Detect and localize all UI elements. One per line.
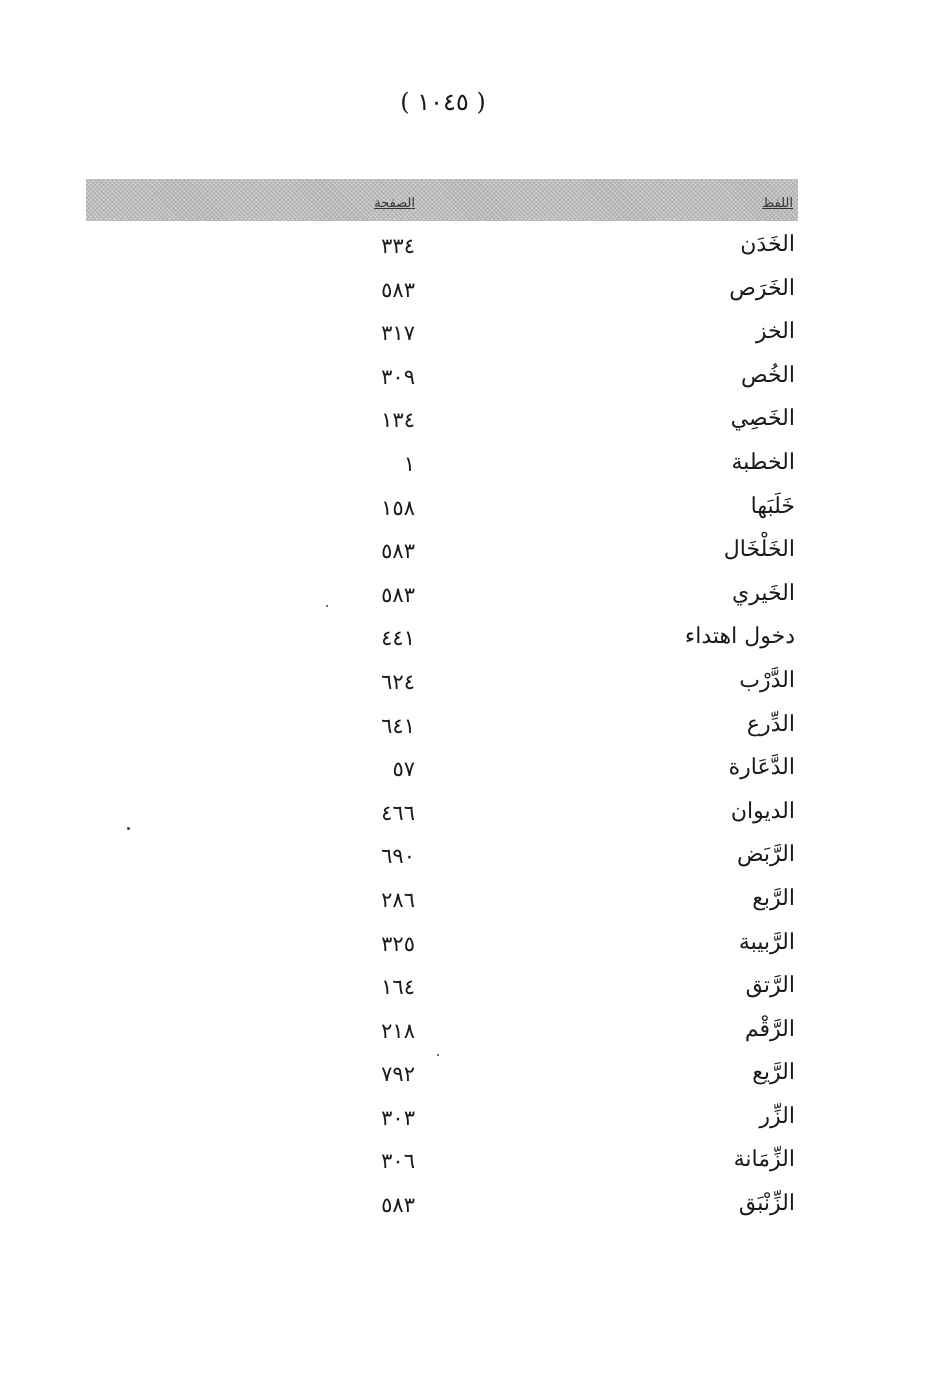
index-table — [0, 228, 943, 1231]
entry-page: ٦٤١ — [381, 713, 415, 738]
entry-term: الزِّمَانة — [733, 1147, 795, 1173]
entry-page: ٥٨٣ — [381, 539, 415, 564]
entry-term: الخَلْخَال — [723, 537, 795, 563]
entry-page: ١٥٨ — [381, 495, 415, 520]
entry-page: ٦٢٤ — [381, 669, 415, 694]
table-row — [0, 838, 943, 882]
entry-term: الدَّعَارة — [728, 755, 795, 781]
entry-term: الرَّبيبة — [738, 929, 795, 955]
entry-term: الخَرَص — [729, 275, 795, 301]
table-row — [0, 1013, 943, 1057]
entry-page: ٤٦٦ — [381, 800, 415, 825]
entry-page: ٢٨٦ — [381, 887, 415, 912]
entry-term: الخُص — [741, 362, 795, 388]
entry-page: ٣٠٩ — [381, 364, 415, 389]
entry-term: الزِّر — [759, 1103, 795, 1129]
entry-term: الخَيري — [731, 580, 795, 606]
table-row — [0, 490, 943, 534]
entry-page: ٣٢٥ — [381, 931, 415, 956]
table-row — [0, 533, 943, 577]
table-row — [0, 620, 943, 664]
scan-speck — [127, 827, 130, 830]
entry-term: الرَّتق — [745, 973, 795, 999]
entry-term: الدَّرْب — [739, 667, 795, 693]
table-row — [0, 664, 943, 708]
table-row — [0, 926, 943, 970]
entry-page: ٥٨٣ — [381, 1193, 415, 1218]
scan-speck — [437, 1054, 439, 1056]
entry-term: الزِّنْبَق — [738, 1191, 795, 1217]
table-row — [0, 882, 943, 926]
entry-page: ٥٧ — [392, 757, 415, 782]
table-row — [0, 1187, 943, 1231]
table-row — [0, 577, 943, 621]
entry-page: ٣١٧ — [381, 321, 415, 346]
entry-term: الرَّبع — [752, 885, 795, 911]
table-row — [0, 359, 943, 403]
header-word-label: اللفظ — [762, 196, 793, 211]
entry-page: ٥٨٣ — [381, 277, 415, 302]
table-row — [0, 708, 943, 752]
entry-page: ٣٠٣ — [381, 1105, 415, 1130]
table-row — [0, 1100, 943, 1144]
table-row — [0, 795, 943, 839]
page-number: ( ١٠٤٥ ) — [400, 88, 486, 116]
table-header-bar — [86, 179, 798, 221]
entry-term: الرَّبَض — [736, 842, 795, 868]
table-row — [0, 272, 943, 316]
entry-term: الخز — [755, 319, 795, 345]
table-row — [0, 1056, 943, 1100]
table-row — [0, 1143, 943, 1187]
entry-term: دخول اهتداء — [684, 624, 795, 650]
entry-page: ٦٩٠ — [381, 844, 415, 869]
entry-page: ٥٨٣ — [381, 582, 415, 607]
entry-page: ٤٤١ — [381, 626, 415, 651]
entry-page: ٣٣٤ — [381, 234, 415, 258]
entry-term: الخَدَن — [740, 232, 795, 257]
entry-term: خَلَبَها — [750, 493, 795, 519]
entry-term: الدِّرع — [746, 711, 795, 737]
entry-page: ٣٠٦ — [381, 1149, 415, 1174]
entry-term: الديوان — [730, 798, 795, 824]
entry-term: الرَّقْم — [744, 1016, 795, 1042]
entry-page: ١٣٤ — [381, 408, 415, 433]
entry-page: ٢١٨ — [381, 1018, 415, 1043]
scan-speck — [326, 605, 328, 607]
entry-term: الرَّيع — [752, 1060, 795, 1086]
entry-term: الخطبة — [731, 449, 795, 475]
table-row — [0, 969, 943, 1013]
entry-page: ١٦٤ — [381, 975, 415, 1000]
table-row — [0, 751, 943, 795]
table-row — [0, 402, 943, 446]
table-row — [0, 315, 943, 359]
header-page-label: الصفحة — [374, 196, 415, 211]
entry-page: ٧٩٢ — [381, 1062, 415, 1087]
entry-page: ١ — [403, 451, 415, 476]
table-row — [0, 228, 943, 272]
entry-term: الخَصِي — [730, 406, 795, 432]
table-row — [0, 446, 943, 490]
